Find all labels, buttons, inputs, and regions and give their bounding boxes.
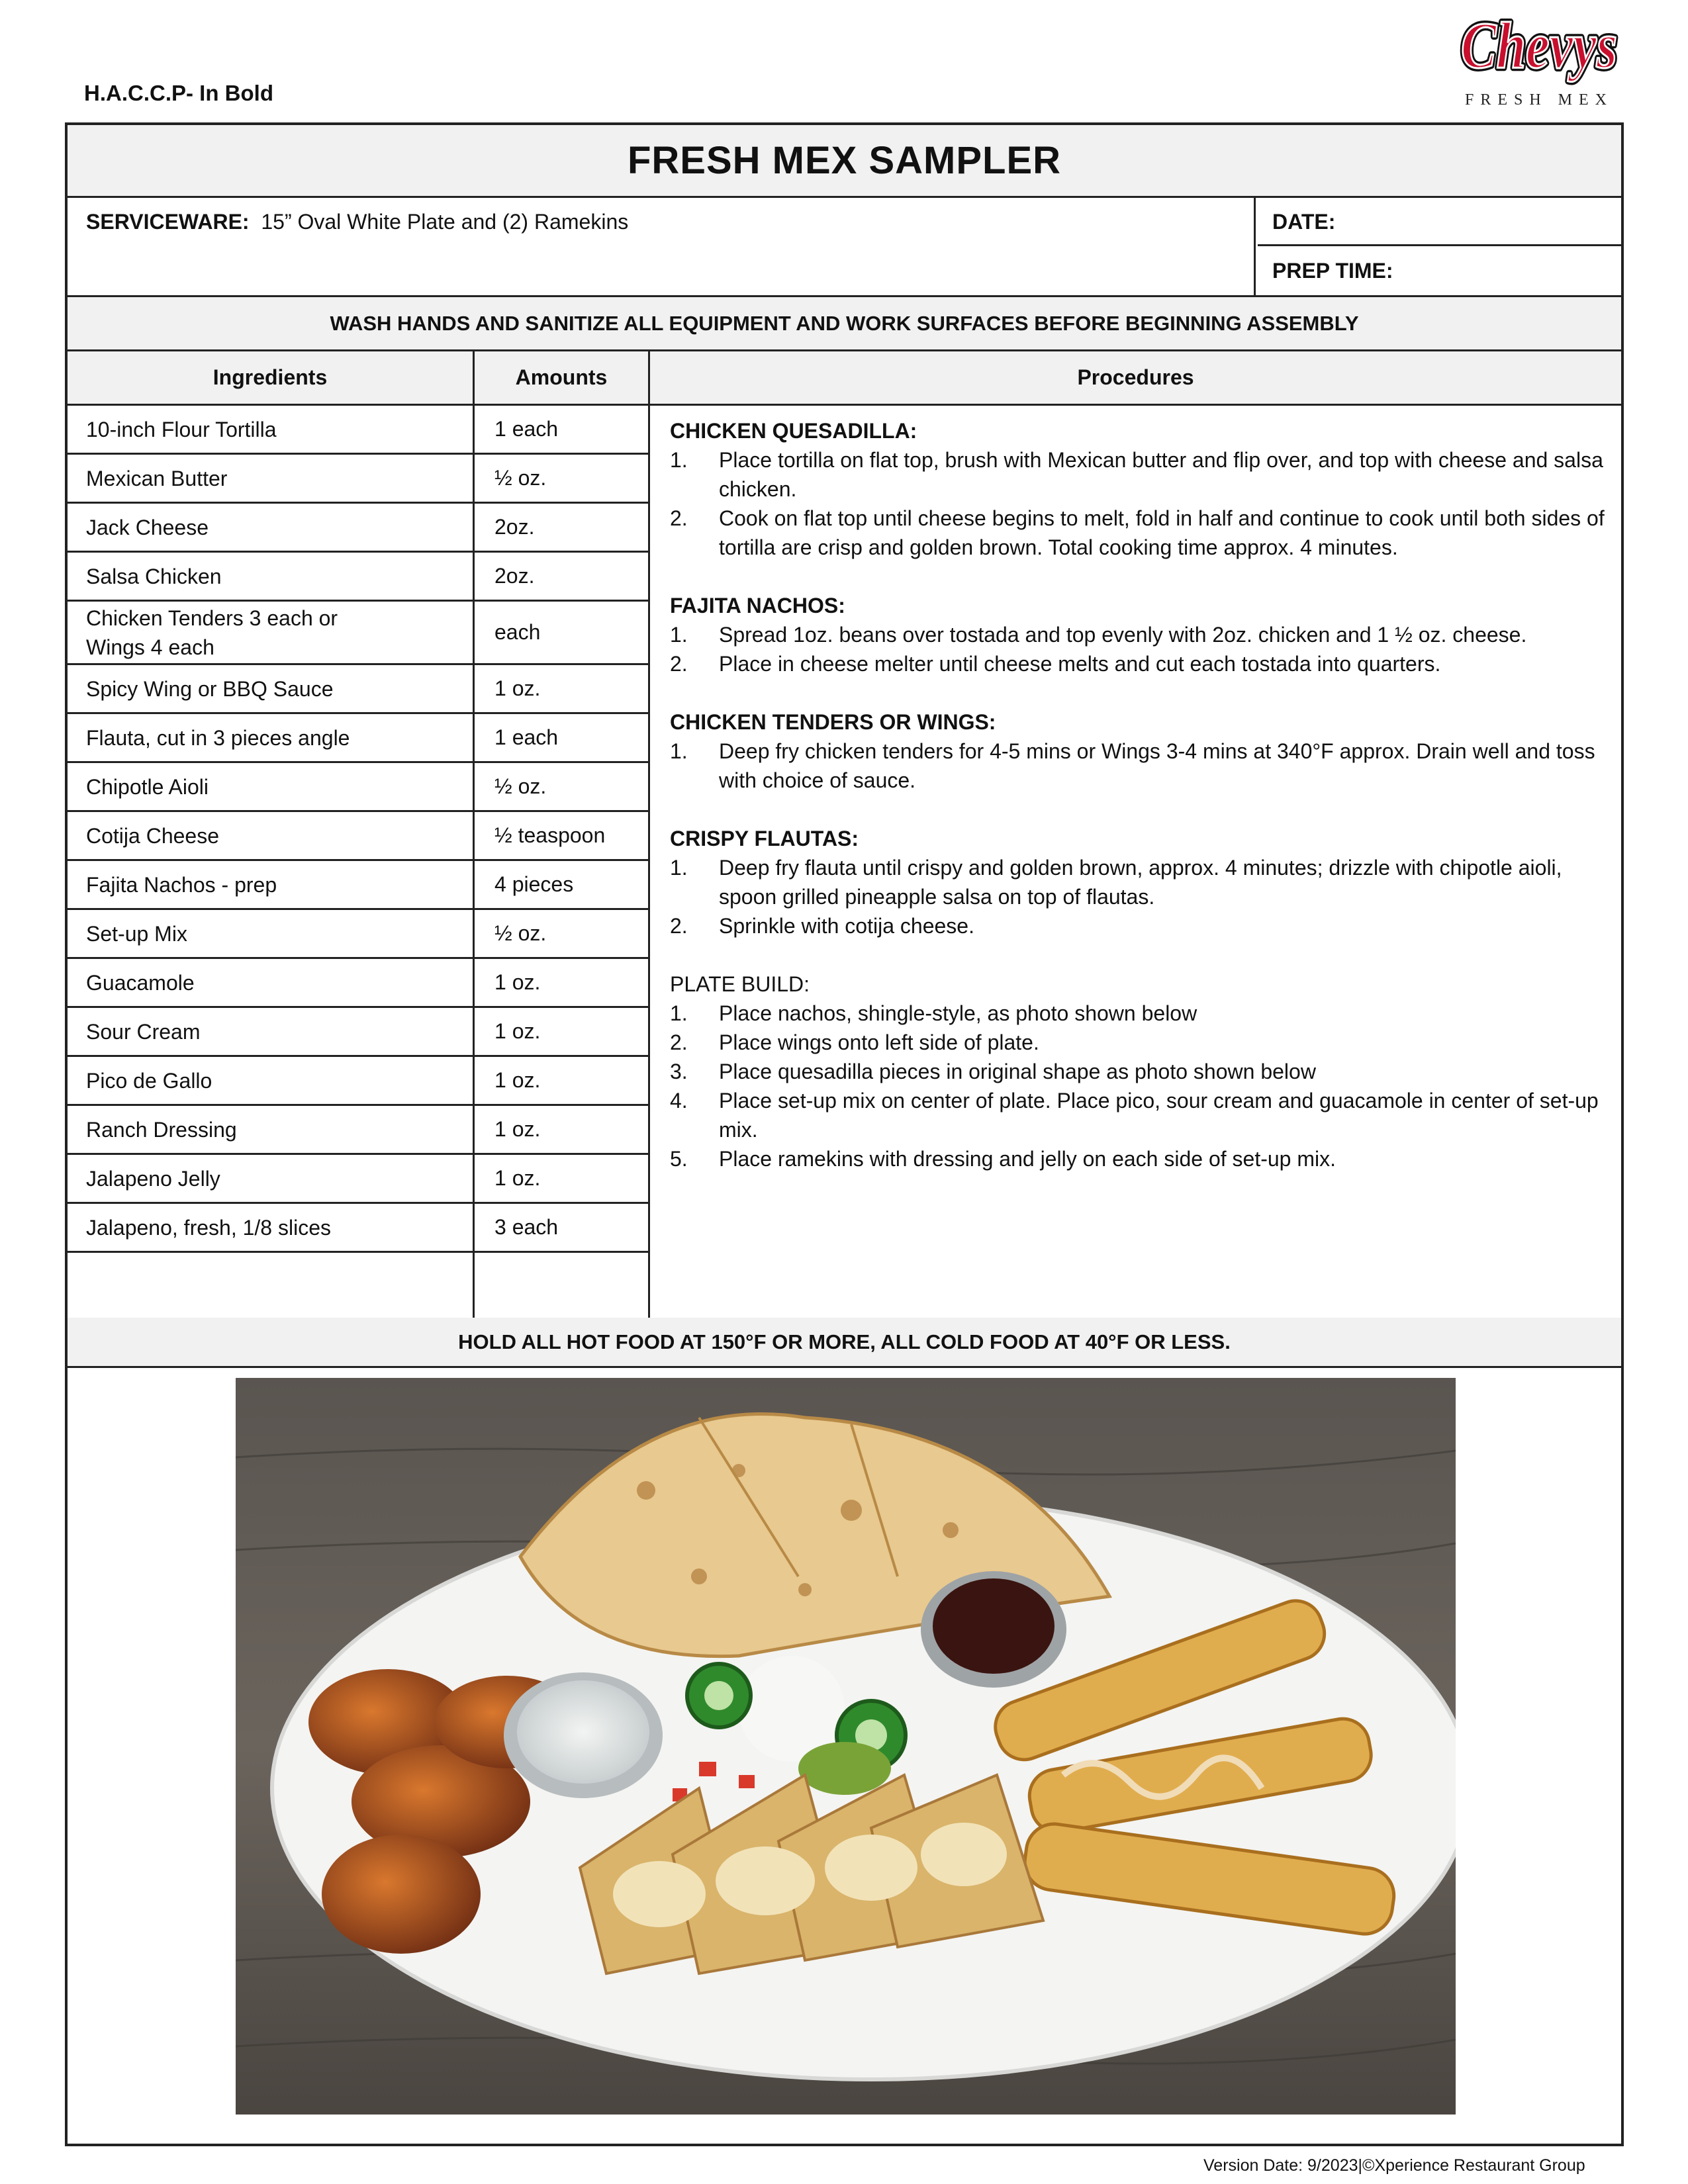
procedure-step	[670, 911, 1610, 940]
procedure-step	[670, 1144, 1610, 1173]
ingredient-amount: 1 oz.	[494, 1117, 541, 1141]
ingredient-amount: 1 oz.	[494, 1068, 541, 1092]
ingredient-row	[68, 714, 648, 763]
step-text: Place in cheese melter until cheese melts and cut each tostada into quarters.	[719, 652, 1441, 676]
procedure-step	[670, 1028, 1610, 1057]
amounts-header: Amounts	[515, 365, 608, 389]
step-text: Place nachos, shingle-style, as photo shown below	[719, 1001, 1197, 1025]
ingredient-name: Guacamole	[86, 970, 195, 995]
ingredient-amount: 1 oz.	[494, 970, 541, 994]
serviceware-cell	[68, 198, 1256, 295]
hold-notice: HOLD ALL HOT FOOD AT 150°F OR MORE, ALL COLD FOOD AT 40°F OR LESS.	[68, 1318, 1621, 1368]
procedure-step	[670, 504, 1610, 562]
procedure-section-title: CHICKEN TENDERS OR WINGS:	[670, 710, 996, 734]
ingredient-amount: ½ oz.	[494, 921, 547, 945]
ingredient-row	[68, 763, 648, 812]
step-text: Place quesadilla pieces in original shape as photo shown below	[719, 1060, 1316, 1083]
step-number: 1.	[670, 739, 688, 763]
chevys-logo-wordmark	[1456, 7, 1622, 86]
procedure-section-title: FAJITA NACHOS:	[670, 594, 845, 617]
ingredient-amount: 1 each	[494, 417, 559, 441]
ingredient-row	[68, 910, 648, 959]
serviceware-value: 15” Oval White Plate and (2) Ramekins	[261, 210, 629, 234]
procedure-step	[670, 999, 1610, 1028]
procedure-list	[670, 416, 1610, 1203]
ingredient-amount: 1 oz.	[494, 1019, 541, 1043]
chevys-logo	[1456, 7, 1622, 119]
ingredient-name	[68, 1253, 473, 1298]
procedure-section	[670, 591, 1610, 678]
step-number: 5.	[670, 1147, 688, 1171]
step-number: 2.	[670, 914, 688, 938]
recipe-title: FRESH MEX SAMPLER	[68, 125, 1621, 198]
ingredient-row	[68, 602, 648, 665]
step-text: Sprinkle with cotija cheese.	[719, 914, 974, 938]
ingredient-amount: 3 each	[494, 1215, 559, 1239]
wash-notice: WASH HANDS AND SANITIZE ALL EQUIPMENT AND WORK SURFACES BEFORE BEGINNING ASSEMBLY	[68, 297, 1621, 351]
ingredient-name: Jack Cheese	[86, 515, 209, 539]
ingredient-row	[68, 504, 648, 553]
step-number: 1.	[670, 856, 688, 880]
ingredient-row	[68, 665, 648, 714]
ingredient-name: Salsa Chicken	[86, 564, 222, 588]
procedure-section	[670, 970, 1610, 1173]
prep-time-field: PREP TIME:	[1272, 259, 1393, 283]
svg-text:Chevys: Chevys	[1461, 9, 1617, 82]
procedures-header: Procedures	[1077, 365, 1194, 389]
ingredient-name: Set-up Mix	[86, 921, 187, 946]
step-number: 2.	[670, 652, 688, 676]
ingredient-name: Chipotle Aioli	[86, 774, 209, 799]
procedure-step	[670, 1086, 1610, 1144]
version-footer: Version Date: 9/2023|©Xperience Restaurant Group	[1203, 2156, 1585, 2175]
ingredient-name: Jalapeno, fresh, 1/8 slices	[86, 1215, 331, 1240]
ingredient-row	[68, 861, 648, 910]
procedure-step	[670, 853, 1610, 911]
ingredient-name: Ranch Dressing	[86, 1117, 237, 1142]
ingredient-amount: 2oz.	[494, 515, 535, 539]
ingredient-row	[68, 553, 648, 602]
haccp-note: H.A.C.C.P- In Bold	[84, 81, 273, 105]
step-text: Cook on flat top until cheese begins to melt, fold in half and continue to cook until both sides of tortilla are crisp and golden brown. Total cooking time approx. 4 minutes.	[719, 506, 1605, 559]
step-text: Deep fry flauta until crispy and golden brown, approx. 4 minutes; drizzle with chipotle aioli, spoon grilled pineapple salsa on top of flautas.	[719, 856, 1562, 909]
ingredient-name: Chicken Tenders 3 each or Wings 4 each	[86, 606, 338, 659]
ingredient-row	[68, 1204, 648, 1253]
logo-tagline: FRESH MEX	[1464, 91, 1614, 109]
ingredient-name: Sour Cream	[86, 1019, 201, 1044]
serviceware-label: SERVICEWARE:	[86, 210, 250, 234]
procedure-step	[670, 737, 1610, 795]
recipe-card	[65, 122, 1624, 2146]
ingredient-name: Jalapeno Jelly	[86, 1166, 220, 1191]
step-text: Deep fry chicken tenders for 4-5 mins or Wings 3-4 mins at 340°F approx. Drain well and toss with choice of sauce.	[719, 739, 1595, 792]
ingredient-amount: ½ oz.	[494, 466, 547, 490]
ingredient-row	[68, 455, 648, 504]
ingredient-row	[68, 406, 648, 455]
plate-photo	[236, 1378, 1456, 2115]
step-number: 1.	[670, 1001, 688, 1025]
ingredient-amount: ½ teaspoon	[494, 823, 606, 847]
ingredient-row	[68, 1057, 648, 1106]
procedure-section	[670, 824, 1610, 940]
ingredient-row	[68, 1253, 648, 1298]
step-text: Place set-up mix on center of plate. Place pico, sour cream and guacamole in center of set-up mix.	[719, 1089, 1599, 1142]
ingredient-amount: 1 oz.	[494, 676, 541, 700]
procedure-section-title: CHICKEN QUESADILLA:	[670, 419, 917, 443]
ingredient-name: 10-inch Flour Tortilla	[86, 417, 277, 441]
step-number: 4.	[670, 1089, 688, 1113]
procedure-section-title: PLATE BUILD:	[670, 972, 810, 996]
procedure-step	[670, 445, 1610, 504]
ingredient-row	[68, 1155, 648, 1204]
ingredient-amount: 1 each	[494, 725, 559, 749]
step-number: 1.	[670, 623, 688, 647]
date-field: DATE:	[1258, 198, 1621, 246]
step-number: 1.	[670, 448, 688, 472]
procedure-section	[670, 707, 1610, 795]
procedure-section	[670, 416, 1610, 562]
ingredient-row	[68, 1008, 648, 1057]
step-number: 2.	[670, 1030, 688, 1054]
step-number: 3.	[670, 1060, 688, 1083]
ingredient-name: Pico de Gallo	[86, 1068, 212, 1093]
step-text: Spread 1oz. beans over tostada and top evenly with 2oz. chicken and 1 ½ oz. cheese.	[719, 623, 1527, 647]
ingredient-amount	[475, 1253, 648, 1298]
procedure-section-title: CRISPY FLAUTAS:	[670, 827, 859, 850]
serviceware-row	[68, 198, 1621, 297]
step-text: Place wings onto left side of plate.	[719, 1030, 1039, 1054]
procedure-step	[670, 620, 1610, 649]
ingredients-header: Ingredients	[212, 365, 328, 389]
ingredient-row	[68, 1106, 648, 1155]
step-text: Place ramekins with dressing and jelly on each side of set-up mix.	[719, 1147, 1336, 1171]
procedure-step	[670, 649, 1610, 678]
procedure-step	[670, 1057, 1610, 1086]
ingredient-name: Spicy Wing or BBQ Sauce	[86, 676, 334, 701]
ingredient-name: Mexican Butter	[86, 466, 228, 490]
step-text: Place tortilla on flat top, brush with Mexican butter and flip over, and top with cheese and salsa chicken.	[719, 448, 1603, 501]
step-number: 2.	[670, 506, 688, 530]
ingredient-row	[68, 959, 648, 1008]
ingredient-name: Fajita Nachos - prep	[86, 872, 277, 897]
ingredient-name: Cotija Cheese	[86, 823, 219, 848]
ingredient-amount: ½ oz.	[494, 774, 547, 798]
table-header	[68, 351, 1621, 406]
recipe-body	[68, 406, 1621, 1318]
ingredient-amount: 4 pieces	[494, 872, 574, 896]
ingredient-amount: 2oz.	[494, 564, 535, 588]
ingredient-amount: 1 oz.	[494, 1166, 541, 1190]
ingredient-amount: each	[494, 620, 541, 644]
ingredient-row	[68, 812, 648, 861]
svg-text:Chevys: Chevys	[1461, 9, 1617, 82]
ingredient-name: Flauta, cut in 3 pieces angle	[86, 725, 350, 750]
